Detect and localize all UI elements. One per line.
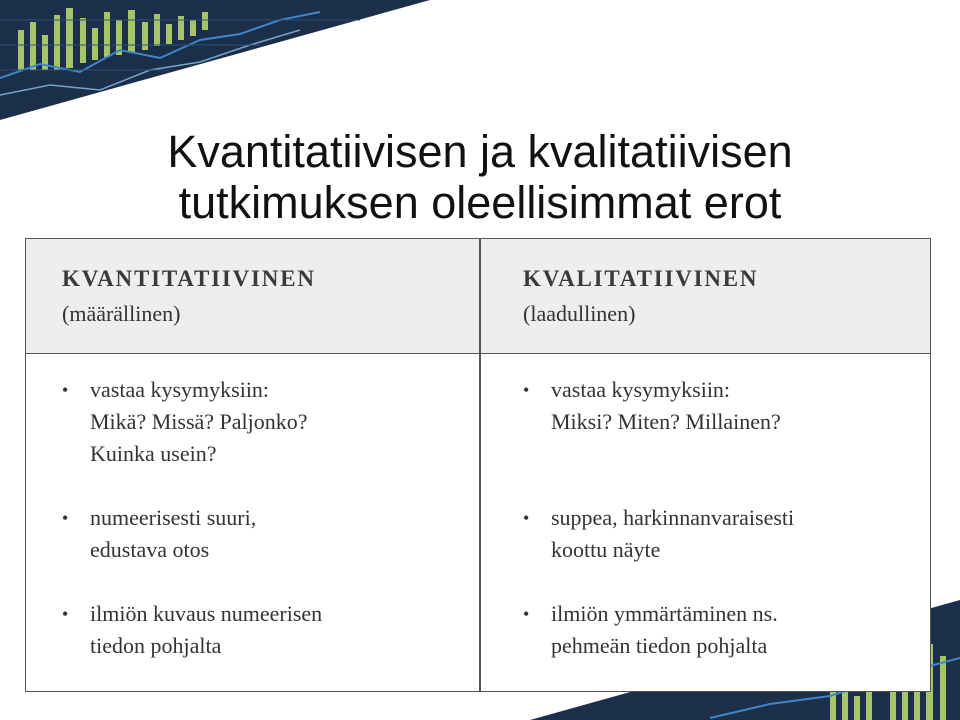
- qualitative-heading: KVALITATIIVINEN: [523, 266, 759, 291]
- list-item-line: numeerisesti suuri,: [90, 505, 257, 530]
- list-item: [62, 598, 322, 662]
- page-title: [0, 126, 960, 228]
- column-divider: [479, 239, 481, 691]
- quantitative-subheading: (määrällinen): [62, 301, 181, 326]
- qualitative-subheading: (laadullinen): [523, 301, 636, 326]
- bullet-icon: •: [62, 508, 69, 528]
- bullet-icon: •: [62, 604, 69, 624]
- list-item-line: suppea, harkinnanvaraisesti: [551, 505, 795, 530]
- table-header-row: [26, 239, 930, 354]
- list-item-line: ilmiön kuvaus numeerisen: [90, 601, 323, 626]
- decorative-chart-graphic-top: [0, 0, 430, 120]
- list-item-line: tiedon pohjalta: [90, 633, 222, 658]
- list-item: [523, 374, 781, 438]
- list-item: [523, 502, 794, 566]
- bullet-icon: •: [523, 508, 530, 528]
- list-item-line: Kuinka usein?: [90, 441, 217, 466]
- bullet-icon: •: [62, 380, 69, 400]
- quantitative-heading: KVANTITATIIVINEN: [62, 266, 316, 291]
- list-item: [523, 598, 778, 662]
- bullet-icon: •: [523, 380, 530, 400]
- list-item-line: pehmeän tiedon pohjalta: [551, 633, 768, 658]
- list-item-line: Mikä? Missä? Paljonko?: [90, 409, 308, 434]
- list-item: [62, 374, 308, 470]
- comparison-table: [25, 238, 931, 692]
- list-item-line: edustava otos: [90, 537, 210, 562]
- page-title-line-2: tutkimuksen oleellisimmat erot: [178, 177, 782, 229]
- list-item-line: Miksi? Miten? Millainen?: [551, 409, 781, 434]
- list-item: [62, 502, 256, 566]
- list-item-line: koottu näyte: [551, 537, 661, 562]
- list-item-line: vastaa kysymyksiin:: [90, 377, 270, 402]
- list-item-line: vastaa kysymyksiin:: [551, 377, 731, 402]
- page-title-line-1: Kvantitatiivisen ja kvalitatiivisen: [167, 126, 793, 178]
- bullet-icon: •: [523, 604, 530, 624]
- list-item-line: ilmiön ymmärtäminen ns.: [551, 601, 778, 626]
